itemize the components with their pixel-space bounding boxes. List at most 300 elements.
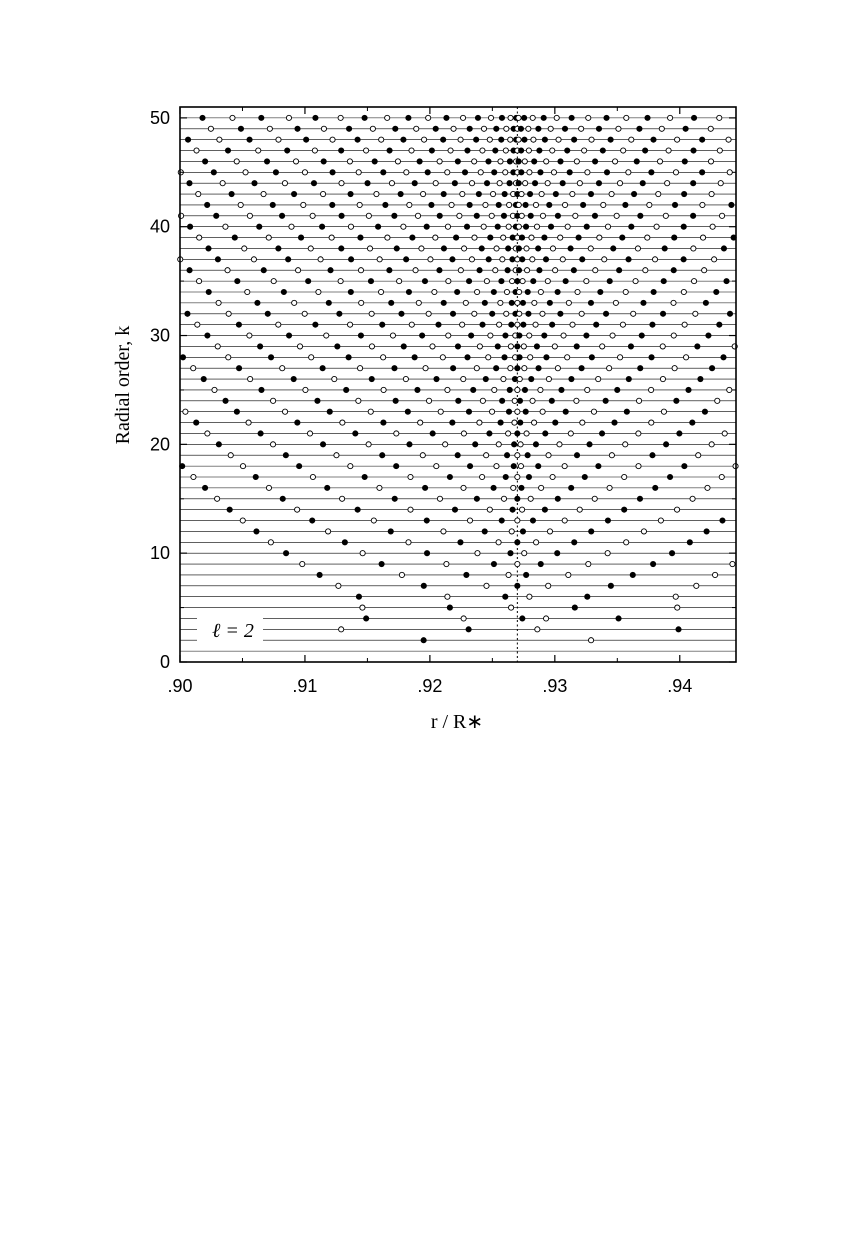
filled-node-marker bbox=[451, 366, 456, 371]
x-tick-label: .91 bbox=[292, 676, 318, 696]
filled-node-marker bbox=[525, 289, 530, 294]
open-node-marker bbox=[286, 115, 291, 120]
filled-node-marker bbox=[225, 148, 230, 153]
open-node-marker bbox=[183, 409, 188, 414]
filled-node-marker bbox=[532, 159, 537, 164]
filled-node-marker bbox=[376, 224, 381, 229]
open-node-marker bbox=[617, 181, 622, 186]
open-node-marker bbox=[602, 257, 607, 262]
open-node-marker bbox=[573, 213, 578, 218]
open-node-marker bbox=[366, 213, 371, 218]
open-node-marker bbox=[270, 442, 275, 447]
filled-node-marker bbox=[281, 289, 286, 294]
filled-node-marker bbox=[704, 529, 709, 534]
filled-node-marker bbox=[536, 246, 541, 251]
filled-node-marker bbox=[559, 387, 564, 392]
open-node-marker bbox=[297, 344, 302, 349]
open-node-marker bbox=[730, 561, 735, 566]
filled-node-marker bbox=[555, 496, 560, 501]
filled-node-marker bbox=[313, 115, 318, 120]
filled-node-marker bbox=[721, 246, 726, 251]
open-node-marker bbox=[524, 431, 529, 436]
filled-node-marker bbox=[596, 464, 601, 469]
filled-node-marker bbox=[526, 311, 531, 316]
filled-node-marker bbox=[356, 594, 361, 599]
filled-node-marker bbox=[476, 191, 481, 196]
open-node-marker bbox=[671, 300, 676, 305]
open-node-marker bbox=[512, 398, 517, 403]
open-node-marker bbox=[339, 627, 344, 632]
filled-node-marker bbox=[187, 181, 192, 186]
filled-node-marker bbox=[491, 561, 496, 566]
open-node-marker bbox=[512, 420, 517, 425]
open-node-marker bbox=[347, 159, 352, 164]
open-node-marker bbox=[593, 268, 598, 273]
filled-node-marker bbox=[690, 420, 695, 425]
open-node-marker bbox=[268, 540, 273, 545]
filled-node-marker bbox=[537, 268, 542, 273]
open-node-marker bbox=[404, 170, 409, 175]
open-node-marker bbox=[191, 366, 196, 371]
filled-node-marker bbox=[572, 540, 577, 545]
filled-node-marker bbox=[698, 376, 703, 381]
filled-node-marker bbox=[626, 257, 631, 262]
filled-node-marker bbox=[516, 246, 521, 251]
filled-node-marker bbox=[641, 300, 646, 305]
filled-node-marker bbox=[596, 181, 601, 186]
filled-node-marker bbox=[215, 257, 220, 262]
open-node-marker bbox=[234, 159, 239, 164]
filled-node-marker bbox=[691, 115, 696, 120]
filled-node-marker bbox=[488, 235, 493, 240]
open-node-marker bbox=[403, 376, 408, 381]
open-node-marker bbox=[320, 191, 325, 196]
filled-node-marker bbox=[521, 322, 526, 327]
filled-node-marker bbox=[285, 148, 290, 153]
open-node-marker bbox=[657, 159, 662, 164]
open-node-marker bbox=[527, 333, 532, 338]
open-node-marker bbox=[574, 159, 579, 164]
open-node-marker bbox=[256, 148, 261, 153]
open-node-marker bbox=[226, 355, 231, 360]
open-node-marker bbox=[451, 126, 456, 131]
open-node-marker bbox=[301, 202, 306, 207]
filled-node-marker bbox=[286, 257, 291, 262]
open-node-marker bbox=[506, 224, 511, 229]
open-node-marker bbox=[609, 191, 614, 196]
filled-node-marker bbox=[502, 191, 507, 196]
filled-node-marker bbox=[533, 442, 538, 447]
open-node-marker bbox=[338, 279, 343, 284]
open-node-marker bbox=[458, 137, 463, 142]
filled-node-marker bbox=[317, 572, 322, 577]
filled-node-marker bbox=[255, 300, 260, 305]
filled-node-marker bbox=[506, 246, 511, 251]
filled-node-marker bbox=[637, 126, 642, 131]
open-node-marker bbox=[208, 126, 213, 131]
open-node-marker bbox=[518, 442, 523, 447]
open-node-marker bbox=[533, 202, 538, 207]
open-node-marker bbox=[504, 289, 509, 294]
open-node-marker bbox=[550, 148, 555, 153]
open-node-marker bbox=[588, 638, 593, 643]
filled-node-marker bbox=[410, 235, 415, 240]
open-node-marker bbox=[566, 572, 571, 577]
filled-node-marker bbox=[550, 322, 555, 327]
filled-node-marker bbox=[504, 453, 509, 458]
filled-node-marker bbox=[574, 344, 579, 349]
open-node-marker bbox=[358, 268, 363, 273]
open-node-marker bbox=[511, 485, 516, 490]
filled-node-marker bbox=[662, 246, 667, 251]
open-node-marker bbox=[607, 485, 612, 490]
open-node-marker bbox=[196, 191, 201, 196]
open-node-marker bbox=[413, 268, 418, 273]
filled-node-marker bbox=[643, 148, 648, 153]
filled-node-marker bbox=[466, 279, 471, 284]
filled-node-marker bbox=[381, 420, 386, 425]
open-node-marker bbox=[461, 376, 466, 381]
filled-node-marker bbox=[261, 268, 266, 273]
filled-node-marker bbox=[520, 257, 525, 262]
open-node-marker bbox=[215, 344, 220, 349]
filled-node-marker bbox=[494, 366, 499, 371]
open-node-marker bbox=[509, 529, 514, 534]
open-node-marker bbox=[550, 474, 555, 479]
filled-node-marker bbox=[691, 213, 696, 218]
open-node-marker bbox=[293, 159, 298, 164]
open-node-marker bbox=[641, 529, 646, 534]
filled-node-marker bbox=[631, 191, 636, 196]
open-node-marker bbox=[460, 115, 465, 120]
open-node-marker bbox=[489, 213, 494, 218]
filled-node-marker bbox=[437, 213, 442, 218]
open-node-marker bbox=[560, 257, 565, 262]
filled-node-marker bbox=[441, 300, 446, 305]
open-node-marker bbox=[409, 322, 414, 327]
filled-node-marker bbox=[313, 322, 318, 327]
filled-node-marker bbox=[611, 246, 616, 251]
y-tick-label: 10 bbox=[149, 543, 170, 564]
filled-node-marker bbox=[638, 366, 643, 371]
filled-node-marker bbox=[349, 257, 354, 262]
open-node-marker bbox=[515, 453, 520, 458]
filled-node-marker bbox=[276, 246, 281, 251]
filled-node-marker bbox=[637, 496, 642, 501]
open-node-marker bbox=[508, 137, 513, 142]
filled-node-marker bbox=[447, 605, 452, 610]
filled-node-marker bbox=[441, 246, 446, 251]
open-node-marker bbox=[546, 583, 551, 588]
filled-node-marker bbox=[510, 507, 515, 512]
filled-node-marker bbox=[211, 170, 216, 175]
filled-node-marker bbox=[515, 496, 520, 501]
open-node-marker bbox=[440, 355, 445, 360]
open-node-marker bbox=[609, 453, 614, 458]
open-node-marker bbox=[558, 235, 563, 240]
open-node-marker bbox=[718, 181, 723, 186]
filled-node-marker bbox=[492, 170, 497, 175]
open-node-marker bbox=[719, 213, 724, 218]
open-node-marker bbox=[246, 420, 251, 425]
open-node-marker bbox=[552, 344, 557, 349]
filled-node-marker bbox=[700, 170, 705, 175]
filled-node-marker bbox=[645, 115, 650, 120]
filled-node-marker bbox=[547, 202, 552, 207]
open-node-marker bbox=[487, 507, 492, 512]
open-node-marker bbox=[426, 115, 431, 120]
y-tick-label: 0 bbox=[159, 652, 170, 672]
filled-node-marker bbox=[398, 191, 403, 196]
filled-node-marker bbox=[548, 224, 553, 229]
open-node-marker bbox=[622, 474, 627, 479]
open-node-marker bbox=[709, 191, 714, 196]
open-node-marker bbox=[481, 126, 486, 131]
open-node-marker bbox=[562, 202, 567, 207]
open-node-marker bbox=[539, 485, 544, 490]
filled-node-marker bbox=[453, 235, 458, 240]
open-node-marker bbox=[540, 311, 545, 316]
filled-node-marker bbox=[362, 474, 367, 479]
open-node-marker bbox=[565, 355, 570, 360]
open-node-marker bbox=[295, 507, 300, 512]
filled-node-marker bbox=[330, 170, 335, 175]
open-node-marker bbox=[531, 137, 536, 142]
open-node-marker bbox=[530, 257, 535, 262]
filled-node-marker bbox=[404, 257, 409, 262]
open-node-marker bbox=[406, 540, 411, 545]
open-node-marker bbox=[480, 148, 485, 153]
filled-node-marker bbox=[510, 257, 515, 262]
open-node-marker bbox=[340, 496, 345, 501]
filled-node-marker bbox=[495, 344, 500, 349]
open-node-marker bbox=[675, 605, 680, 610]
open-node-marker bbox=[191, 474, 196, 479]
filled-node-marker bbox=[321, 159, 326, 164]
filled-node-marker bbox=[604, 115, 609, 120]
open-node-marker bbox=[708, 126, 713, 131]
filled-node-marker bbox=[399, 311, 404, 316]
filled-node-marker bbox=[582, 474, 587, 479]
open-node-marker bbox=[544, 159, 549, 164]
filled-node-marker bbox=[529, 376, 534, 381]
filled-node-marker bbox=[335, 344, 340, 349]
filled-node-marker bbox=[567, 170, 572, 175]
filled-node-marker bbox=[681, 224, 686, 229]
filled-node-marker bbox=[437, 268, 442, 273]
open-node-marker bbox=[357, 366, 362, 371]
open-node-marker bbox=[555, 366, 560, 371]
filled-node-marker bbox=[682, 159, 687, 164]
filled-node-marker bbox=[434, 376, 439, 381]
open-node-marker bbox=[681, 289, 686, 294]
open-node-marker bbox=[538, 387, 543, 392]
open-node-marker bbox=[399, 572, 404, 577]
filled-node-marker bbox=[523, 224, 528, 229]
filled-node-marker bbox=[229, 191, 234, 196]
filled-node-marker bbox=[381, 170, 386, 175]
open-node-marker bbox=[490, 191, 495, 196]
filled-node-marker bbox=[569, 115, 574, 120]
open-node-marker bbox=[683, 355, 688, 360]
filled-node-marker bbox=[525, 453, 530, 458]
filled-node-marker bbox=[615, 387, 620, 392]
open-node-marker bbox=[538, 289, 543, 294]
filled-node-marker bbox=[369, 376, 374, 381]
open-node-marker bbox=[673, 594, 678, 599]
open-node-marker bbox=[421, 137, 426, 142]
open-node-marker bbox=[370, 126, 375, 131]
filled-node-marker bbox=[536, 126, 541, 131]
open-node-marker bbox=[620, 322, 625, 327]
open-node-marker bbox=[492, 387, 497, 392]
filled-node-marker bbox=[339, 246, 344, 251]
y-tick-label: 30 bbox=[149, 325, 170, 346]
filled-node-marker bbox=[537, 148, 542, 153]
filled-node-marker bbox=[598, 289, 603, 294]
filled-node-marker bbox=[617, 268, 622, 273]
open-node-marker bbox=[434, 464, 439, 469]
open-node-marker bbox=[592, 496, 597, 501]
filled-node-marker bbox=[543, 257, 548, 262]
filled-node-marker bbox=[520, 616, 525, 621]
open-node-marker bbox=[532, 300, 537, 305]
open-node-marker bbox=[194, 148, 199, 153]
filled-node-marker bbox=[681, 257, 686, 262]
filled-node-marker bbox=[236, 366, 241, 371]
open-node-marker bbox=[475, 551, 480, 556]
open-node-marker bbox=[308, 246, 313, 251]
open-node-marker bbox=[483, 202, 488, 207]
open-node-marker bbox=[416, 300, 421, 305]
open-node-marker bbox=[528, 355, 533, 360]
filled-node-marker bbox=[348, 289, 353, 294]
filled-node-marker bbox=[498, 420, 503, 425]
open-node-marker bbox=[494, 464, 499, 469]
filled-node-marker bbox=[206, 246, 211, 251]
open-node-marker bbox=[197, 235, 202, 240]
open-node-marker bbox=[674, 507, 679, 512]
filled-node-marker bbox=[339, 213, 344, 218]
filled-node-marker bbox=[320, 366, 325, 371]
open-node-marker bbox=[248, 376, 253, 381]
filled-node-marker bbox=[503, 333, 508, 338]
open-node-marker bbox=[673, 170, 678, 175]
open-node-marker bbox=[530, 398, 535, 403]
filled-node-marker bbox=[380, 322, 385, 327]
open-node-marker bbox=[497, 181, 502, 186]
open-node-marker bbox=[614, 213, 619, 218]
filled-node-marker bbox=[509, 322, 514, 327]
open-node-marker bbox=[696, 453, 701, 458]
filled-node-marker bbox=[580, 257, 585, 262]
filled-node-marker bbox=[542, 137, 547, 142]
filled-node-marker bbox=[527, 191, 532, 196]
open-node-marker bbox=[428, 257, 433, 262]
filled-node-marker bbox=[544, 355, 549, 360]
filled-node-marker bbox=[516, 268, 521, 273]
open-node-marker bbox=[582, 148, 587, 153]
open-node-marker bbox=[472, 311, 477, 316]
open-node-marker bbox=[519, 213, 524, 218]
open-node-marker bbox=[515, 409, 520, 414]
x-tick-label: .90 bbox=[167, 676, 193, 696]
open-node-marker bbox=[534, 540, 539, 545]
filled-node-marker bbox=[295, 420, 300, 425]
filled-node-marker bbox=[362, 115, 367, 120]
filled-node-marker bbox=[706, 333, 711, 338]
filled-node-marker bbox=[581, 202, 586, 207]
filled-node-marker bbox=[467, 126, 472, 131]
open-node-marker bbox=[589, 137, 594, 142]
filled-node-marker bbox=[538, 170, 543, 175]
open-node-marker bbox=[359, 300, 364, 305]
open-node-marker bbox=[570, 191, 575, 196]
open-node-marker bbox=[515, 387, 520, 392]
filled-node-marker bbox=[499, 115, 504, 120]
filled-node-marker bbox=[599, 431, 604, 436]
open-node-marker bbox=[348, 464, 353, 469]
filled-node-marker bbox=[515, 431, 520, 436]
filled-node-marker bbox=[571, 268, 576, 273]
open-node-marker bbox=[467, 518, 472, 523]
y-tick-label: 40 bbox=[149, 216, 170, 237]
open-node-marker bbox=[643, 268, 648, 273]
filled-node-marker bbox=[295, 126, 300, 131]
filled-node-marker bbox=[247, 137, 252, 142]
open-node-marker bbox=[300, 561, 305, 566]
filled-node-marker bbox=[520, 529, 525, 534]
filled-node-marker bbox=[424, 518, 429, 523]
x-tick-label: .93 bbox=[542, 676, 568, 696]
filled-node-marker bbox=[236, 322, 241, 327]
filled-node-marker bbox=[607, 279, 612, 284]
open-node-marker bbox=[498, 300, 503, 305]
filled-node-marker bbox=[450, 311, 455, 316]
open-node-marker bbox=[215, 496, 220, 501]
open-node-marker bbox=[570, 322, 575, 327]
open-node-marker bbox=[547, 529, 552, 534]
filled-node-marker bbox=[729, 202, 734, 207]
open-node-marker bbox=[385, 235, 390, 240]
filled-node-marker bbox=[682, 191, 687, 196]
filled-node-marker bbox=[417, 159, 422, 164]
filled-node-marker bbox=[325, 485, 330, 490]
open-node-marker bbox=[517, 289, 522, 294]
open-node-marker bbox=[654, 224, 659, 229]
open-node-marker bbox=[347, 322, 352, 327]
open-node-marker bbox=[242, 246, 247, 251]
filled-node-marker bbox=[458, 540, 463, 545]
open-node-marker bbox=[445, 224, 450, 229]
filled-node-marker bbox=[560, 181, 565, 186]
open-node-marker bbox=[276, 322, 281, 327]
open-node-marker bbox=[196, 279, 201, 284]
filled-node-marker bbox=[252, 181, 257, 186]
open-node-marker bbox=[496, 540, 501, 545]
filled-node-marker bbox=[235, 279, 240, 284]
filled-node-marker bbox=[572, 137, 577, 142]
filled-node-marker bbox=[465, 355, 470, 360]
filled-node-marker bbox=[584, 333, 589, 338]
filled-node-marker bbox=[405, 409, 410, 414]
filled-node-marker bbox=[456, 398, 461, 403]
open-node-marker bbox=[566, 300, 571, 305]
filled-node-marker bbox=[475, 115, 480, 120]
filled-node-marker bbox=[499, 137, 504, 142]
filled-node-marker bbox=[484, 181, 489, 186]
open-node-marker bbox=[517, 376, 522, 381]
